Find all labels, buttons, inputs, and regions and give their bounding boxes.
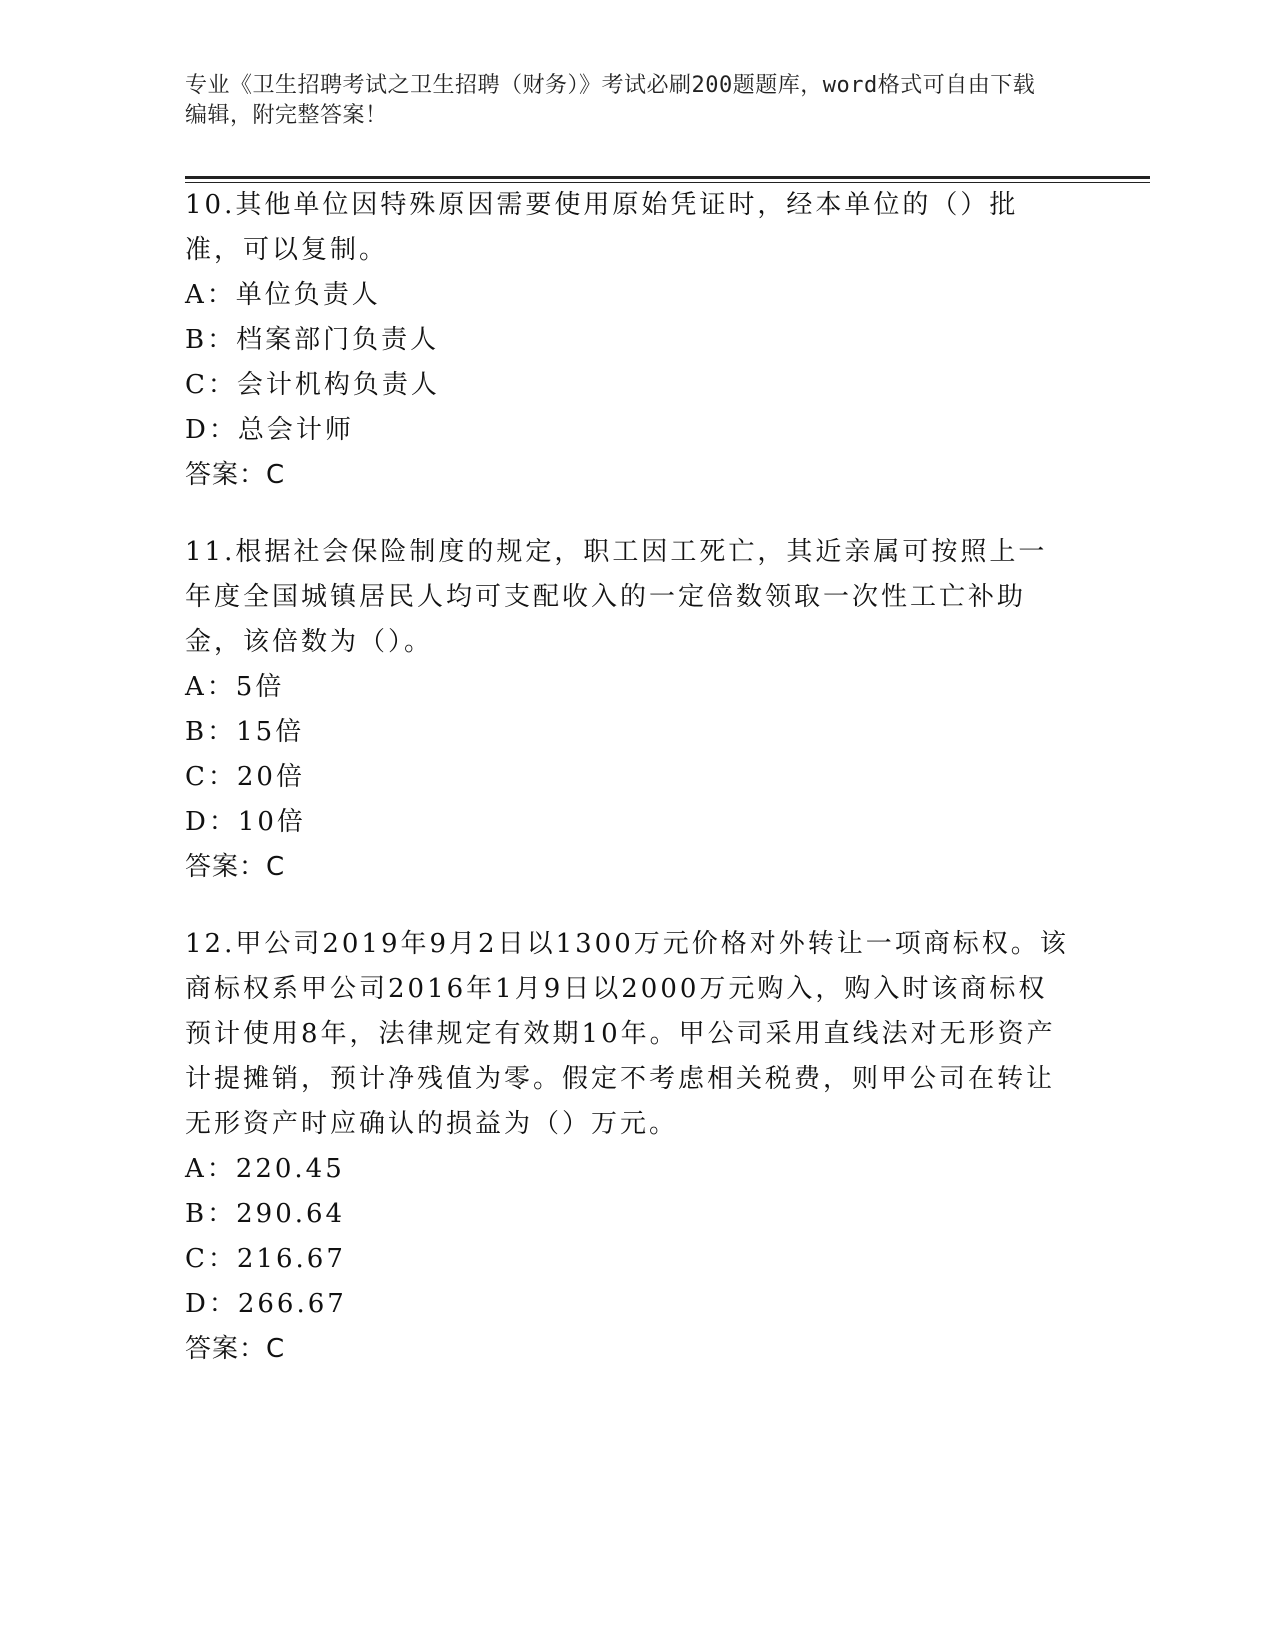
option-d: D：总会计师 bbox=[185, 415, 354, 445]
option-b: B：15倍 bbox=[185, 717, 305, 747]
option-a: A：5倍 bbox=[185, 672, 285, 702]
option-a: A：单位负责人 bbox=[185, 280, 381, 310]
option-c: C：216.67 bbox=[185, 1244, 346, 1274]
option-c: C：20倍 bbox=[185, 762, 305, 792]
option-d: D：10倍 bbox=[185, 807, 306, 837]
option-b: B：290.64 bbox=[185, 1199, 346, 1229]
option-b: B：档案部门负责人 bbox=[185, 325, 440, 355]
answer-line: 答案：C bbox=[185, 1334, 286, 1364]
header-divider-thick bbox=[185, 176, 1150, 179]
question-12 bbox=[185, 922, 1075, 1372]
question-11 bbox=[185, 530, 1075, 890]
option-c: C：会计机构负责人 bbox=[185, 370, 440, 400]
question-stem: 10.其他单位因特殊原因需要使用原始凭证时，经本单位的（）批准，可以复制。 bbox=[185, 190, 1019, 265]
option-d: D：266.67 bbox=[185, 1289, 347, 1319]
question-10 bbox=[185, 183, 1075, 498]
answer-line: 答案：C bbox=[185, 852, 286, 882]
answer-line: 答案：C bbox=[185, 460, 286, 490]
document-header: 专业《卫生招聘考试之卫生招聘（财务）》考试必刷200题题库，word格式可自由下载编辑，附完整答案！ bbox=[185, 73, 1036, 128]
question-stem: 12.甲公司2019年9月2日以1300万元价格对外转让一项商标权。该商标权系甲公司2016年1月9日以2000万元购入，购入时该商标权预计使用8年，法律规定有效期10年。甲公司采用直线法对无形资产计提摊销，预计净残值为零。假定不考虑相关税费，则甲公司在转让无形资产时应确认的损益为（）万元。 bbox=[185, 929, 1069, 1139]
question-stem: 11.根据社会保险制度的规定，职工因工死亡，其近亲属可按照上一年度全国城镇居民人均可支配收入的一定倍数领取一次性工亡补助金，该倍数为（）。 bbox=[185, 537, 1048, 657]
option-a: A：220.45 bbox=[185, 1154, 345, 1184]
